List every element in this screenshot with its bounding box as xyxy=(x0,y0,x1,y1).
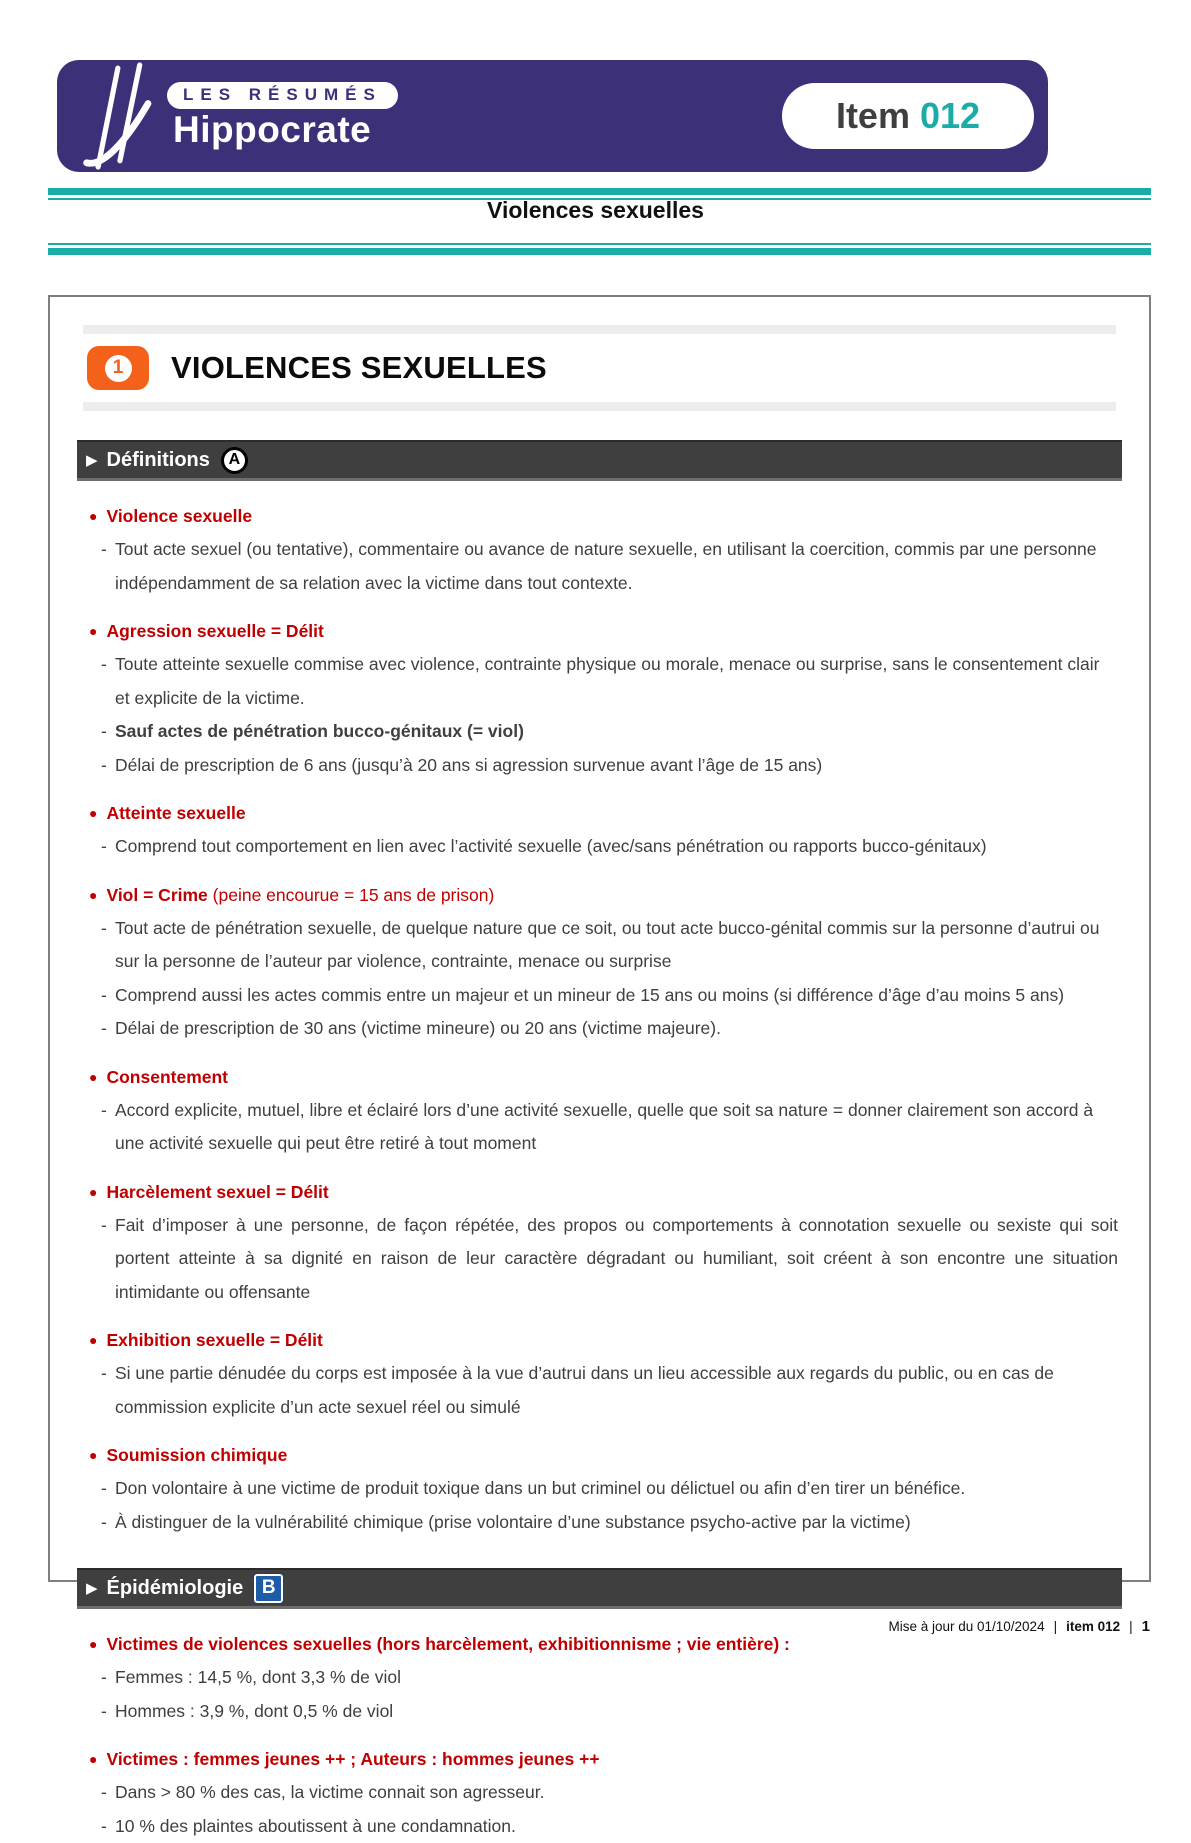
subsection-title: Épidémiologie xyxy=(107,1577,244,1600)
entry-heading xyxy=(81,1176,1120,1209)
dash-marker: - xyxy=(101,1506,115,1540)
entry-heading xyxy=(81,879,1120,912)
entry-item xyxy=(81,648,1120,715)
entry-item xyxy=(81,1472,1120,1506)
entry-item xyxy=(81,830,1120,864)
brand-tagline: LES RÉSUMÉS xyxy=(167,82,398,109)
brand-logo xyxy=(83,64,398,168)
entry-heading-text: Viol = Crime xyxy=(106,885,207,905)
entry-item xyxy=(81,1012,1120,1046)
entry-item-text: Accord explicite, mutuel, libre et éclairé lors d’une activité sexuelle, quelle que soit sa nature = donner clairement son accord à une activité sexuelle qui peut être retiré à tout moment xyxy=(115,1094,1120,1161)
entry-item-text: Délai de prescription de 6 ans (jusqu’à 20 ans si agression survenue avant l’âge de 15 ans) xyxy=(115,749,1120,783)
entry-heading-text: Victimes : femmes jeunes ++ ; Auteurs : hommes jeunes ++ xyxy=(106,1749,599,1769)
entry-item xyxy=(81,912,1120,979)
dash-marker: - xyxy=(101,1209,115,1310)
entry-item-text: Tout acte sexuel (ou tentative), commentaire ou avance de nature sexuelle, en utilisant la coercition, commis par une personne indépendamment de sa relation avec la victime dans tout contexte. xyxy=(115,533,1120,600)
brand-text xyxy=(167,82,398,150)
rank-b-badge: B xyxy=(254,1574,283,1603)
entry-item-text: Don volontaire à une victime de produit toxique dans un but criminel ou délictuel ou afin d’en tirer un bénéfice. xyxy=(115,1472,1120,1506)
entry-heading xyxy=(81,1061,1120,1094)
entry-item-text: Toute atteinte sexuelle commise avec violence, contrainte physique ou morale, menace ou surprise, sans le consentement clair et explicite de la victime. xyxy=(115,648,1120,715)
dash-marker: - xyxy=(101,1661,115,1695)
subsection-entries xyxy=(77,1609,1122,1843)
entry-heading-text: Atteinte sexuelle xyxy=(106,803,245,823)
entry-item-text: Comprend tout comportement en lien avec l’activité sexuelle (avec/sans pénétration ou rapports bucco-génitaux) xyxy=(115,830,1120,864)
bullet-icon: ● xyxy=(89,1751,97,1767)
dash-marker: - xyxy=(101,1472,115,1506)
dash-marker: - xyxy=(101,979,115,1013)
bullet-icon: ● xyxy=(89,1184,97,1200)
entry-item-text: Comprend aussi les actes commis entre un majeur et un mineur de 15 ans ou moins (si différence d’âge d’au moins 5 ans) xyxy=(115,979,1120,1013)
subsection-entries xyxy=(77,481,1122,1539)
entry xyxy=(81,797,1120,864)
entry-heading-text: Violence sexuelle xyxy=(106,506,252,526)
entry-item xyxy=(81,1209,1120,1310)
footer-item-ref: item 012 xyxy=(1066,1619,1120,1634)
dash-marker: - xyxy=(101,1695,115,1729)
dash-marker: - xyxy=(101,533,115,600)
item-number-badge xyxy=(782,83,1034,149)
entry-item xyxy=(81,979,1120,1013)
bullet-icon: ● xyxy=(89,1332,97,1348)
bullet-icon: ● xyxy=(89,623,97,639)
entry-item-text: Tout acte de pénétration sexuelle, de quelque nature que ce soit, ou tout acte bucco-génital commis sur la personne d’autrui ou sur la personne de l’auteur par violence, contrainte, menace ou surprise xyxy=(115,912,1120,979)
entry-item-text: Sauf actes de pénétration bucco-génitaux (= viol) xyxy=(115,715,1120,749)
entry-heading-text: Soumission chimique xyxy=(106,1445,287,1465)
entry-heading-text: Agression sexuelle = Délit xyxy=(106,621,323,641)
entry-heading-text: Victimes de violences sexuelles (hors harcèlement, exhibitionnisme ; vie entière) : xyxy=(106,1634,789,1654)
dash-marker: - xyxy=(101,1776,115,1810)
entry-item xyxy=(81,533,1120,600)
entry xyxy=(81,615,1120,782)
main-section-heading xyxy=(77,346,1122,390)
entry xyxy=(81,1061,1120,1161)
entry xyxy=(81,1324,1120,1424)
dash-marker: - xyxy=(101,715,115,749)
entry-heading-text: Harcèlement sexuel = Délit xyxy=(106,1182,328,1202)
page-footer xyxy=(888,1618,1150,1635)
entry-heading xyxy=(81,500,1120,533)
entry-heading xyxy=(81,1743,1120,1776)
section-number-badge xyxy=(87,346,149,390)
bullet-icon: ● xyxy=(89,1636,97,1652)
bullet-icon: ● xyxy=(89,1447,97,1463)
arrow-right-icon: ▶ xyxy=(86,453,98,468)
entry-item xyxy=(81,1357,1120,1424)
entry-item xyxy=(81,715,1120,749)
bullet-icon: ● xyxy=(89,1069,97,1085)
dash-marker: - xyxy=(101,648,115,715)
bullet-icon: ● xyxy=(89,508,97,524)
header-banner xyxy=(57,60,1048,172)
entry-heading xyxy=(81,797,1120,830)
entry-item-text: Si une partie dénudée du corps est imposée à la vue d’autrui dans un lieu accessible aux regards du public, ou en cas de commission explicite d’un acte sexuel réel ou simulé xyxy=(115,1357,1120,1424)
rank-a-badge: A xyxy=(221,447,248,474)
entry-item-text: Délai de prescription de 30 ans (victime mineure) ou 20 ans (victime majeure). xyxy=(115,1012,1120,1046)
arrow-right-icon: ▶ xyxy=(86,1581,98,1596)
dash-marker: - xyxy=(101,1810,115,1843)
entry-heading xyxy=(81,615,1120,648)
entry-heading-text: Consentement xyxy=(106,1067,228,1087)
entry-item xyxy=(81,1776,1120,1810)
subsection-header xyxy=(77,440,1122,481)
entry-item-text: Fait d’imposer à une personne, de façon répétée, des propos ou comportements à connotation sexuelle ou sexiste qui soit portent atteinte à sa dignité en raison de leur caractère dégradant ou humiliant, soit créent à son encontre une situation intimidante ou offensante xyxy=(115,1209,1120,1310)
title-divider-bottom xyxy=(48,243,1151,255)
entry xyxy=(81,1743,1120,1843)
page-title: Violences sexuelles xyxy=(0,197,1191,224)
entry xyxy=(81,500,1120,600)
dash-marker: - xyxy=(101,912,115,979)
subsection-title: Définitions xyxy=(107,449,210,472)
footer-update-date: Mise à jour du 01/10/2024 xyxy=(888,1619,1044,1634)
dash-marker: - xyxy=(101,830,115,864)
entry-item xyxy=(81,1695,1120,1729)
entry-heading xyxy=(81,1324,1120,1357)
entry-item-text: À distinguer de la vulnérabilité chimique (prise volontaire d’une substance psycho-active par la victime) xyxy=(115,1506,1120,1540)
entry-item-text: Femmes : 14,5 %, dont 3,3 % de viol xyxy=(115,1661,1120,1695)
entry-item xyxy=(81,1661,1120,1695)
entry xyxy=(81,879,1120,1046)
dash-marker: - xyxy=(101,1357,115,1424)
entry-item-text: Hommes : 3,9 %, dont 0,5 % de viol xyxy=(115,1695,1120,1729)
entry-item xyxy=(81,1810,1120,1843)
subsection-header xyxy=(77,1568,1122,1609)
item-number: 012 xyxy=(920,95,980,137)
hippocrate-h-icon xyxy=(83,64,161,168)
entry-item-text: 10 % des plaintes aboutissent à une condamnation. xyxy=(115,1810,1120,1843)
dash-marker: - xyxy=(101,1094,115,1161)
entry-item-text: Dans > 80 % des cas, la victime connait son agresseur. xyxy=(115,1776,1120,1810)
entry-heading xyxy=(81,1439,1120,1472)
footer-separator: | xyxy=(1054,1619,1058,1634)
entry-item xyxy=(81,1094,1120,1161)
item-label: Item xyxy=(836,95,910,137)
dash-marker: - xyxy=(101,749,115,783)
entry-item xyxy=(81,1506,1120,1540)
bullet-icon: ● xyxy=(89,887,97,903)
section-separator-top xyxy=(83,325,1116,334)
entry xyxy=(81,1439,1120,1539)
section-separator-bottom xyxy=(83,402,1116,411)
section-number: 1 xyxy=(105,355,132,382)
content-box xyxy=(48,295,1151,1582)
entry-heading-suffix: (peine encourue = 15 ans de prison) xyxy=(208,885,495,905)
brand-name: Hippocrate xyxy=(167,110,371,151)
footer-page-number: 1 xyxy=(1142,1618,1150,1635)
footer-separator: | xyxy=(1129,1619,1133,1634)
entry-item xyxy=(81,749,1120,783)
bullet-icon: ● xyxy=(89,805,97,821)
entry-heading-text: Exhibition sexuelle = Délit xyxy=(106,1330,322,1350)
entry xyxy=(81,1176,1120,1310)
main-section-title: VIOLENCES SEXUELLES xyxy=(171,350,547,386)
entry xyxy=(81,1628,1120,1728)
dash-marker: - xyxy=(101,1012,115,1046)
